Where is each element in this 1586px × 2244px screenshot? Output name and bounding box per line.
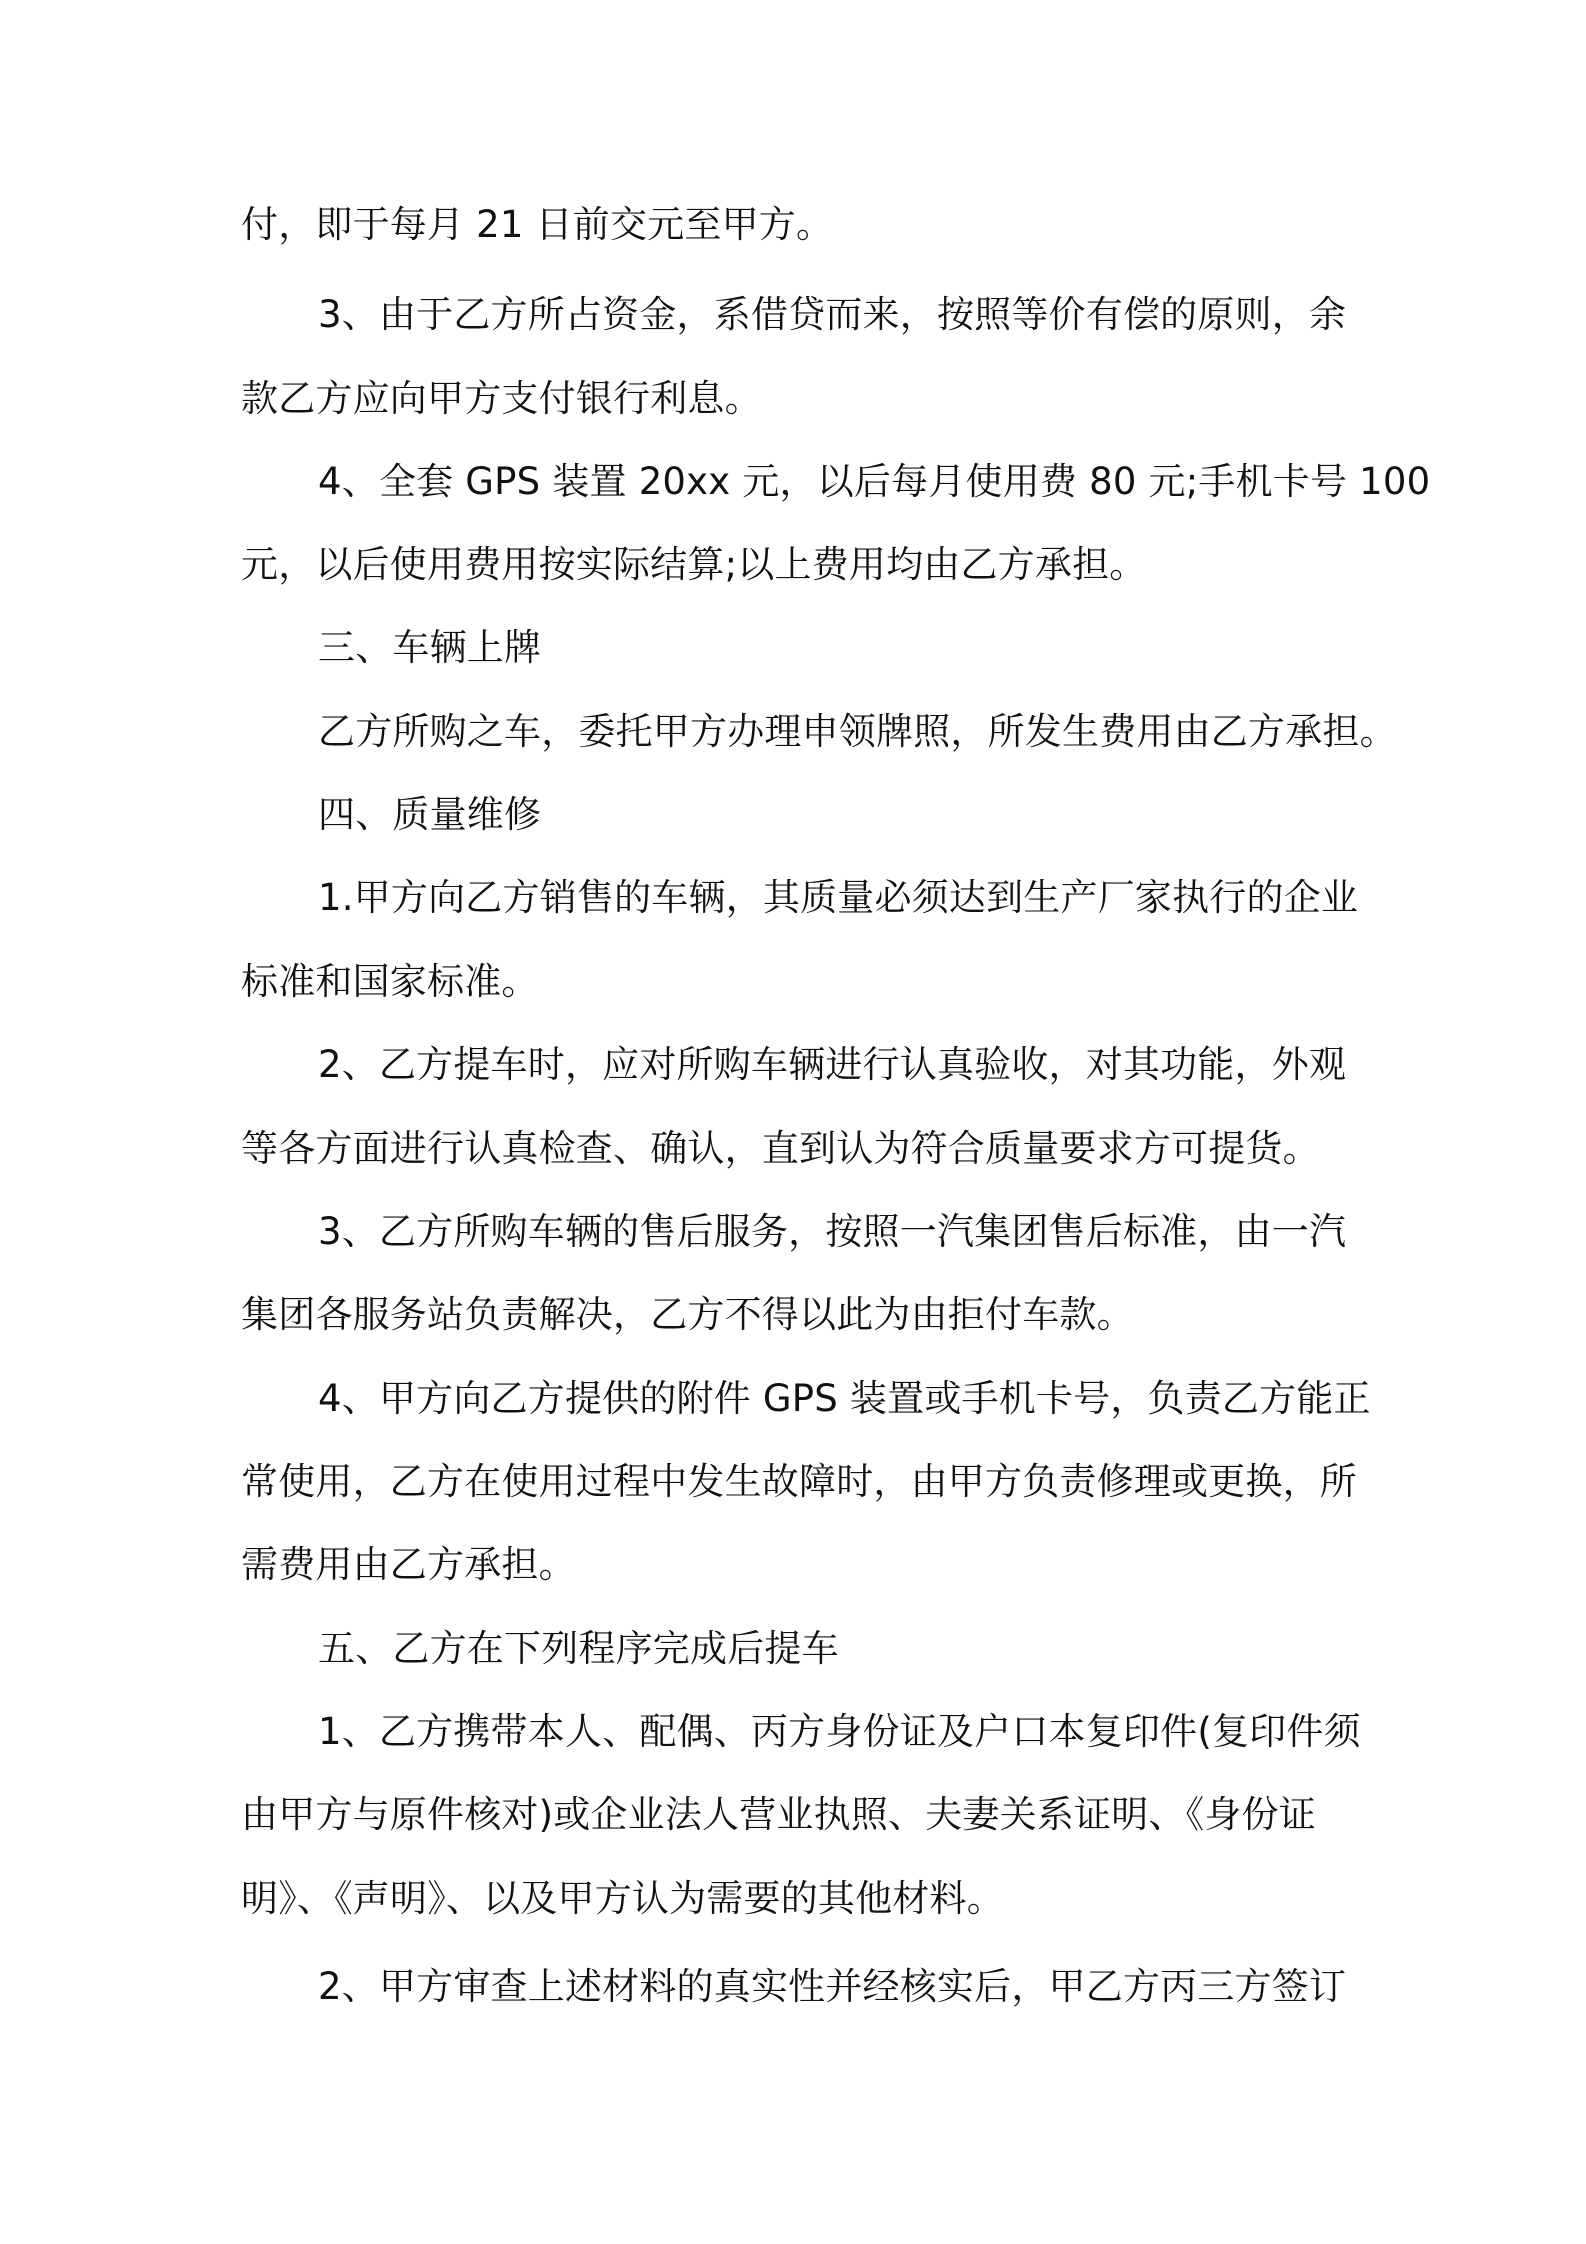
text-line-12: 等各方面进行认真检查、确认，直到认为符合质量要求方可提货。 — [241, 1127, 1320, 1170]
text-line-9: 1.甲方向乙方销售的车辆，其质量必须达到生产厂家执行的企业 — [318, 876, 1359, 919]
text-line-2: 3、由于乙方所占资金，系借贷而来，按照等价有偿的原则，余 — [318, 293, 1347, 336]
text-line-11: 2、乙方提车时，应对所购车辆进行认真验收，对其功能，外观 — [318, 1043, 1347, 1086]
text-line-19: 1、乙方携带本人、配偶、丙方身份证及户口本复印件(复印件须 — [318, 1710, 1361, 1753]
text-line-14: 集团各服务站负责解决，乙方不得以此为由拒付车款。 — [241, 1293, 1134, 1336]
text-line-21: 明》、《声明》、以及甲方认为需要的其他材料。 — [241, 1877, 1004, 1920]
section-heading-5: 五、乙方在下列程序完成后提车 — [318, 1627, 839, 1670]
text-line-5: 元，以后使用费用按实际结算;以上费用均由乙方承担。 — [241, 543, 1147, 586]
section-heading-3: 三、车辆上牌 — [318, 626, 542, 669]
text-line-1: 付，即于每月 21 日前交元至甲方。 — [241, 203, 834, 246]
text-line-13: 3、乙方所购车辆的售后服务，按照一汽集团售后标准，由一汽 — [318, 1210, 1347, 1253]
text-line-17: 需费用由乙方承担。 — [241, 1543, 576, 1586]
text-line-22: 2、甲方审查上述材料的真实性并经核实后，甲乙方丙三方签订 — [318, 1965, 1347, 2008]
text-line-10: 标准和国家标准。 — [241, 960, 539, 1003]
text-line-16: 常使用，乙方在使用过程中发生故障时，由甲方负责修理或更换，所 — [241, 1460, 1357, 1503]
text-line-4: 4、全套 GPS 装置 20xx 元，以后每月使用费 80 元;手机卡号 100 — [318, 460, 1431, 503]
text-line-3: 款乙方应向甲方支付银行利息。 — [241, 377, 762, 420]
text-line-20: 由甲方与原件核对)或企业法人营业执照、夫妻关系证明、《身份证 — [241, 1793, 1316, 1836]
text-line-15: 4、甲方向乙方提供的附件 GPS 装置或手机卡号，负责乙方能正 — [318, 1377, 1371, 1420]
section-heading-4: 四、质量维修 — [318, 793, 542, 836]
text-line-7: 乙方所购之车，委托甲方办理申领牌照，所发生费用由乙方承担。 — [318, 710, 1397, 753]
